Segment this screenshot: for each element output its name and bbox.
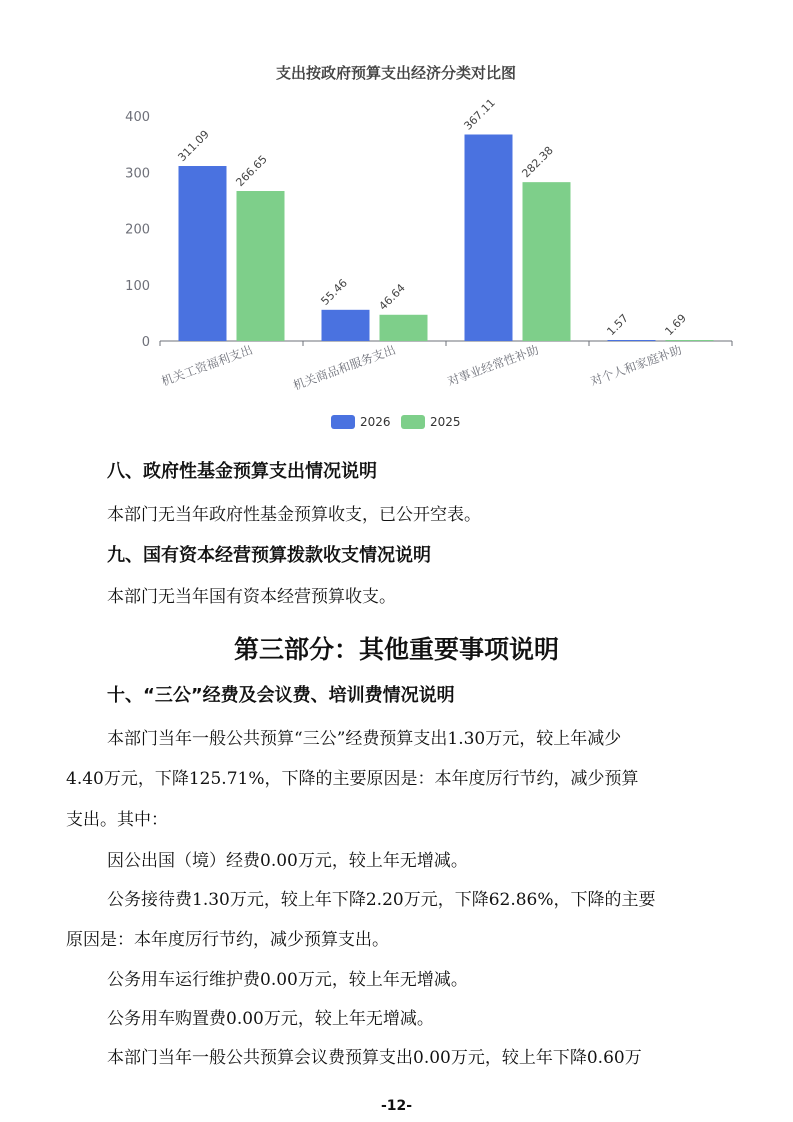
data-label: 1.57 [604, 311, 631, 339]
y-tick-label: 0 [141, 335, 150, 350]
bar-chart [0, 0, 793, 450]
y-tick-label: 200 [125, 222, 150, 238]
section-8-text: 本部门无当年政府性基金预算收支，已公开空表。 [107, 505, 481, 525]
bar-2025 [666, 340, 714, 341]
chart-title: 支出按政府预算支出经济分类对比图 [275, 64, 517, 82]
data-label: 367.11 [461, 96, 498, 133]
legend [331, 415, 461, 429]
legend-label: 2025 [430, 415, 461, 429]
paragraph-line: 4.40万元，下降125.71%，下降的主要原因是：本年度厉行节约，减少预算 [66, 769, 639, 789]
section-9-heading: 九、国有资本经营预算拨款收支情况说明 [107, 545, 431, 566]
paragraph-line: 原因是：本年度厉行节约，减少预算支出。 [66, 930, 389, 950]
bar-2026 [465, 135, 513, 341]
x-category-label: 机关商品和服务支出 [291, 342, 398, 393]
x-category-label: 对个人和家庭补助 [588, 342, 684, 389]
y-tick-label: 300 [125, 166, 150, 182]
bar-2025 [237, 191, 285, 341]
paragraph-line: 本部门当年一般公共预算“三公”经费预算支出1.30万元，较上年减少 [107, 729, 622, 749]
legend-label: 2026 [360, 415, 391, 429]
bar-2025 [523, 182, 571, 341]
paragraph-line: 公务用车购置费0.00万元，较上年无增减。 [107, 1009, 434, 1029]
y-tick-label: 100 [125, 278, 150, 294]
part-3-title: 第三部分：其他重要事项说明 [233, 635, 559, 664]
data-label: 1.69 [662, 311, 689, 339]
bar-2025 [380, 315, 428, 341]
x-category-label: 机关工资福利支出 [159, 342, 255, 389]
x-axis-labels [159, 342, 683, 393]
legend-swatch-2026 [331, 415, 355, 429]
data-label: 282.38 [519, 143, 556, 181]
data-label: 266.65 [233, 152, 270, 190]
bar-2026 [179, 166, 227, 341]
paragraph-line: 公务用车运行维护费0.00万元，较上年无增减。 [107, 970, 468, 990]
y-axis [125, 110, 150, 350]
section-9-text: 本部门无当年国有资本经营预算收支。 [107, 587, 396, 607]
bar-2026 [322, 310, 370, 341]
bar-2026 [608, 340, 656, 341]
page-number: -12- [380, 1098, 413, 1114]
paragraph-line: 因公出国（境）经费0.00万元，较上年无增减。 [107, 851, 468, 871]
section-10-heading: 十、“三公”经费及会议费、培训费情况说明 [107, 685, 455, 706]
data-label: 46.64 [376, 281, 408, 313]
paragraph-line: 本部门当年一般公共预算会议费预算支出0.00万元，较上年下降0.60万 [107, 1048, 642, 1068]
section-8-heading: 八、政府性基金预算支出情况说明 [107, 461, 377, 482]
paragraph-line: 公务接待费1.30万元，较上年下降2.20万元，下降62.86%，下降的主要 [107, 890, 656, 910]
x-category-label: 对事业经常性补助 [445, 342, 541, 389]
data-label: 55.46 [318, 276, 350, 308]
y-tick-label: 400 [125, 110, 150, 125]
paragraph-line: 支出。其中： [66, 810, 168, 830]
data-label: 311.09 [175, 127, 212, 165]
legend-swatch-2025 [401, 415, 425, 429]
